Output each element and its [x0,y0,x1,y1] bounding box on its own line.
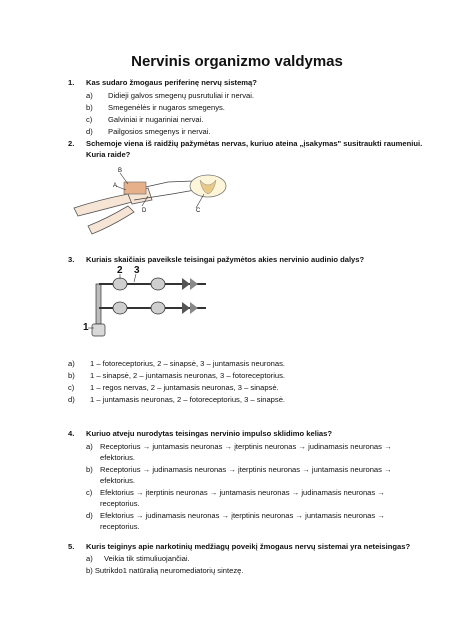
question-text: Kas sudaro žmogaus periferinę nervų sistemą? [86,78,257,87]
question-number: 3. [68,255,75,264]
option-text-continued: receptorius. [100,499,140,508]
figure-label-3: 3 [134,265,140,276]
option-text-continued: efektorius. [100,476,136,485]
option-letter: c) [86,488,93,497]
option-text: b) Sutrikdo1 natūralią neuromediatorių sintezę. [86,566,244,575]
option-letter: a) [86,554,93,563]
figure-label-a: A [113,183,118,189]
question-text-continued: Kuria raide? [86,150,131,159]
option-letter: d) [68,395,75,404]
option-letter: b) [68,371,75,380]
option-letter: a) [86,91,93,100]
option-text: Pailgosios smegenys ir nervai. [108,127,211,136]
option-text: Smegenėlės ir nugaros smegenys. [108,103,225,112]
figure-label-1: 1 [83,322,89,333]
figure-label-c: C [196,208,201,214]
option-text: 1 – sinapsė, 2 – juntamasis neuronas, 3 – fotoreceptorius. [90,371,286,380]
question-number: 4. [68,429,75,438]
option-text-continued: efektorius. [100,453,136,462]
option-text: Didieji galvos smegenų pusrutuliai ir nervai. [108,91,255,100]
question-number: 2. [68,139,75,148]
question-text: Kuris teiginys apie narkotinių medžiagų poveikį žmogaus nervų sistemai yra neteisingas? [86,542,411,551]
option-text: 1 – regos nervas, 2 – juntamasis neuronas, 3 – sinapsė. [90,383,279,392]
question-number: 1. [68,78,75,87]
option-letter: c) [68,383,75,392]
question-text: Kuriuo atveju nurodytas teisingas nervinio impulso sklidimo kelias? [86,429,333,438]
option-letter: a) [86,442,93,451]
option-text: 1 – juntamasis neuronas, 2 – fotoreceptorius, 3 – sinapsė. [90,395,286,404]
option-letter: d) [86,511,93,520]
option-text-continued: receptorius. [100,522,140,531]
figure-label-d: D [142,208,147,214]
option-text: Efektorius → įterptinis neuronas → juntamasis neuronas → judinamasis neuronas → [100,488,385,497]
figure-label-b: B [118,168,123,174]
option-text: Galviniai ir nugariniai nervai. [108,115,204,124]
option-letter: a) [68,359,75,368]
question-text: Kuriais skaičiais paveiksle teisingai pažymėtos akies nervinio audinio dalys? [86,255,365,264]
figure-label-2: 2 [117,265,123,276]
option-text: Receptorius → judinamasis neuronas → įterptinis neuronas → juntamasis neuronas → [100,465,392,474]
option-letter: b) [86,103,93,112]
option-letter: b) [86,465,93,474]
page-title: Nervinis organizmo valdymas [131,53,343,70]
question-text: Schemoje viena iš raidžių pažymėtas nervas, kuriuo ateina „įsakymas" susitraukti raumeniui. [86,139,423,148]
question-number: 5. [68,542,75,551]
option-text: Efektorius → judinamasis neuronas → įterptinis neuronas → juntamasis neuronas → [100,511,385,520]
option-text: Veikia tik stimuliuojančiai. [104,554,190,563]
option-letter: c) [86,115,93,124]
reflex-arc-diagram [68,160,238,240]
option-text: 1 – fotoreceptorius, 2 – sinapsė, 3 – juntamasis neuronas. [90,359,286,368]
retina-neuron-diagram [86,270,216,350]
option-letter: d) [86,127,93,136]
option-text: Receptorius → juntamasis neuronas → įterptinis neuronas → judinamasis neuronas → [100,442,392,451]
